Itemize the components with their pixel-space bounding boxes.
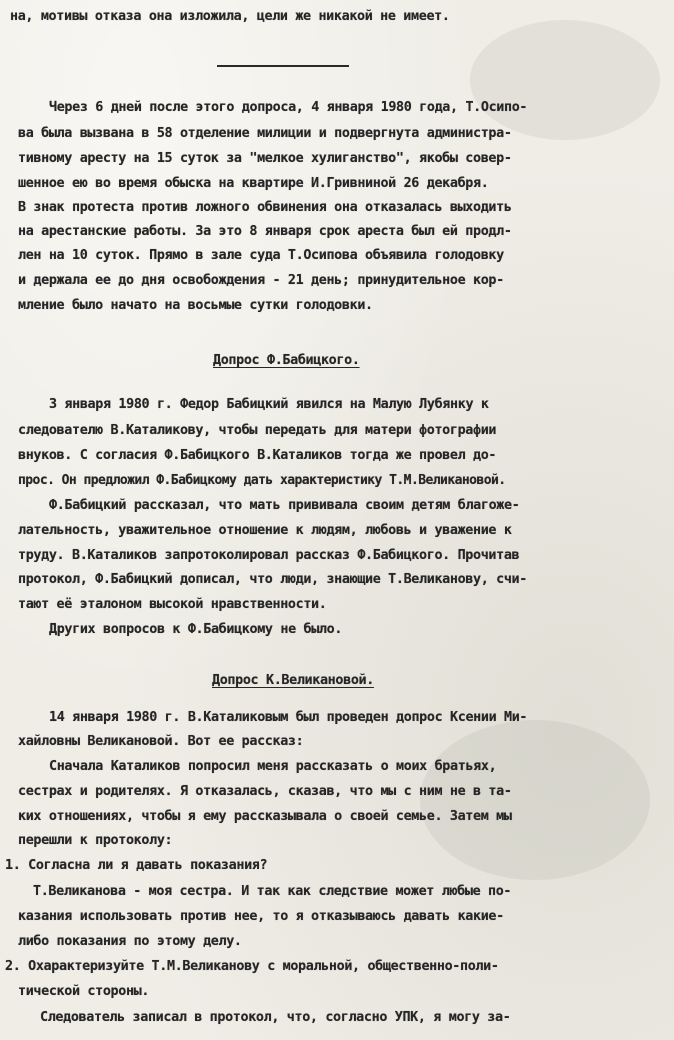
text-line: Сначала Каталиков попросил меня рассказать о моих братьях, <box>49 759 497 774</box>
text-line: ких отношениях, чтобы я ему рассказывала о своей семье. Затем мы <box>18 809 512 824</box>
text-line: на, мотивы отказа она изложила, цели же никакой не имеет. <box>10 9 450 24</box>
text-line: Других вопросов к Ф.Бабицкому не было. <box>49 622 343 637</box>
text-line: прос. Он предложил Ф.Бабицкому дать характеристику Т.М.Великановой. <box>18 473 506 488</box>
text-line: хайловны Великановой. Вот ее рассказ: <box>18 734 304 749</box>
text-line: 3 января 1980 г. Федор Бабицкий явился на Малую Лубянку к <box>49 397 489 412</box>
text-line: либо показания по этому делу. <box>18 934 242 949</box>
numbered-question: 2. Охарактеризуйте Т.М.Великанову с моральной, общественно-поли- <box>5 959 499 974</box>
section-separator <box>217 65 349 67</box>
text-line: Через 6 дней после этого допроса, 4 января 1980 года, Т.Осипо- <box>49 100 528 115</box>
text-line: на арестанские работы. За это 8 января срок ареста был ей продл- <box>18 224 512 239</box>
text-line: перешли к протоколу: <box>18 833 173 848</box>
text-line: 14 января 1980 г. В.Каталиковым был проведен допрос Ксении Ми- <box>49 710 528 725</box>
text-line: шенное ею во время обыска на квартире И.Гривниной 26 декабря. <box>18 176 489 191</box>
text-line: мление было начато на восьмые сутки голодовки. <box>18 298 373 313</box>
text-line: тивному аресту на 15 суток за "мелкое хулиганство", якобы совер- <box>18 151 512 166</box>
text-line: казания использовать против нее, то я отказываюсь давать какие- <box>18 909 504 924</box>
text-line: ва была вызвана в 58 отделение милиции и подвергнута администра- <box>18 126 512 141</box>
text-line: Ф.Бабицкий рассказал, что мать прививала своим детям благоже- <box>49 498 520 513</box>
text-line: сестрах и родителях. Я отказалась, сказав, что мы с ним не в та- <box>18 784 512 799</box>
text-line: и держала ее до дня освобождения - 21 день; принудительное кор- <box>18 273 504 288</box>
text-line: Т.Великанова - моя сестра. И так как следствие может любые по- <box>33 884 512 899</box>
section-heading: Допрос К.Великановой. <box>212 673 374 688</box>
text-line: В знак протеста против ложного обвинения она отказалась выходить <box>18 200 512 215</box>
text-line: протокол, Ф.Бабицкий дописал, что люди, знающие Т.Великанову, счи- <box>18 572 527 587</box>
text-line: тической стороны. <box>18 984 150 999</box>
text-line: Следователь записал в протокол, что, согласно УПК, я могу за- <box>40 1010 511 1025</box>
text-line: внуков. С согласия Ф.Бабицкого В.Каталиков тогда же провел до- <box>18 448 497 463</box>
text-line: труду. В.Каталиков запротоколировал рассказ Ф.Бабицкого. Прочитав <box>18 548 520 563</box>
text-line: лательность, уважительное отношение к людям, любовь и уважение к <box>18 523 512 538</box>
section-heading: Допрос Ф.Бабицкого. <box>213 353 360 368</box>
text-line: тают её эталоном высокой нравственности. <box>18 597 327 612</box>
text-line: лен на 10 суток. Прямо в зале суда Т.Осипова объявила голодовку <box>18 248 504 263</box>
text-line: следователю В.Каталикову, чтобы передать для матери фотографии <box>18 423 497 438</box>
numbered-question: 1. Согласна ли я давать показания? <box>5 858 268 873</box>
